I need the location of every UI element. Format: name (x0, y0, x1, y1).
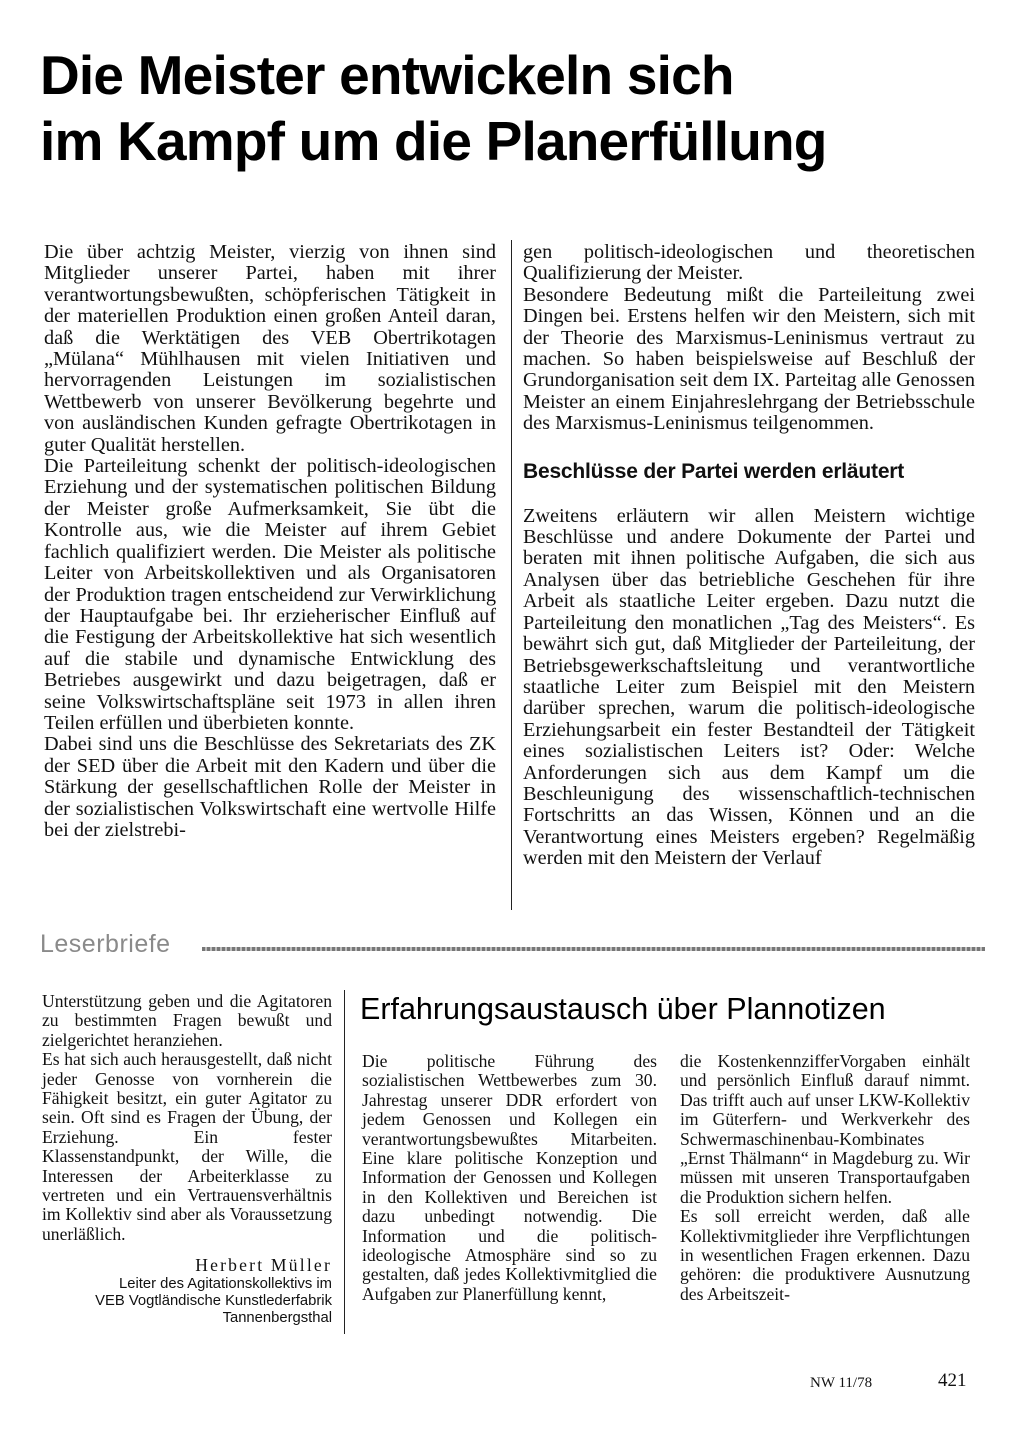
paragraph: Es soll erreicht werden, daß alle Kollektivmitglieder ihre Verpflichtungen in wesentlichen Fragen erkennen. Dazu gehören: die produktivere Ausnutzung des Arbeitszeit- (680, 1206, 970, 1304)
headline (40, 42, 940, 174)
column-divider (344, 990, 345, 1334)
main-article-left-column (44, 242, 496, 841)
second-article-title: Erfahrungsaustausch über Plannotizen (360, 992, 886, 1026)
author-role-line: Leiter des Agitationskollektivs im (118, 1276, 332, 1293)
paragraph: Zweitens erläutern wir allen Meistern wichtige Beschlüsse und andere Dokumente der Partei und beraten mit ihnen politische Aufgaben, die sich aus Analysen über das betriebliche Geschehen für ihre Arbeit als staatliche Leiter ergeben. Dazu nutzt die Parteileitung den monatlichen „Tag des Meisters“. Es bewährt sich gut, daß Mitglieder der Parteileitung, der Betriebsgewerkschaftsleitung und verantwortliche staatliche Leiter zum Beispiel mit den Meistern darüber sprechen, warum die politisch-ideologische Erziehungsarbeit ein fester Bestandteil der Tätigkeit eines sozialistischen Leiters ist? Oder: Welche Anforderungen sich aus dem Kampf um die Beschleunigung des wissenschaftlich-technischen Fortschritts an das Wissen, Können und an die Verantwortung eines Meisters ergeben? Regelmäßig werden mit den Meistern der Verlauf (523, 504, 975, 870)
paragraph: die KostenkennzifferVorgaben einhält und persönlich Einfluß darauf nimmt. Das trifft auch auf unser LKW-Kollektiv im Güterfern- und Werkverkehr des Schwermaschinenbau-Kombinates „Ernst Thälmann“ in Magdeburg zu. Wir müssen mit unseren Transportaufgaben die Produktion sichern helfen. (680, 1051, 970, 1207)
paragraph: Die politische Führung des sozialistischen Wettbewerbes zum 30. Jahrestag unserer DDR erfordert von jedem Genossen und Kollegen ein verantwortungsbewußtes Mitarbeiten. Eine klare politische Konzeption und Information der Genossen und Kollegen in den Kollektiven und Bereichen ist dazu unbedingt notwendig. Die Information und die politisch-ideologische Atmosphäre sind so zu gestalten, daß jedes Kollektivmitglied die Aufgaben zur Planerfüllung kennt, (362, 1051, 657, 1304)
section-bar (40, 930, 985, 964)
subheading: Beschlüsse der Partei werden erläutert (523, 459, 905, 483)
issue-label: NW 11/78 (810, 1375, 873, 1391)
reader-letter (42, 992, 332, 1327)
headline-line-2: im Kampf um die Planerfüllung (40, 110, 827, 172)
section-label: Leserbriefe (40, 930, 171, 958)
section-divider-line (202, 947, 985, 951)
headline-line-1: Die Meister entwickeln sich (40, 44, 734, 106)
paragraph: Dabei sind uns die Beschlüsse des Sekretariats des ZK der SED über die Arbeit mit den Kadern und über die Stärkung der gesellschaftlichen Rolle der Meister in der sozialistischen Volkswirtschaft eine wertvolle Hilfe bei der zielstrebi- (44, 733, 496, 841)
paragraph: Es hat sich auch herausgestellt, daß nicht jeder Genosse von vornherein die Fähigkeit besitzt, ein guter Agitator zu sein. Oft sind es Fragen der Übung, der Erziehung. Ein fester Klassenstandpunkt, der Wille, die Interessen der Arbeiterklasse zu vertreten und ein Vertrauensverhältnis im Kollektiv sind aber als Voraussetzung unerläßlich. (42, 1049, 332, 1244)
author-role-line: VEB Vogtländische Kunstlederfabrik (95, 1293, 332, 1310)
signature (42, 1254, 332, 1327)
second-article-column-1 (362, 1052, 657, 1304)
main-article-right-column (523, 242, 975, 870)
page-number: 421 (938, 1370, 967, 1391)
paragraph: gen politisch-ideologischen und theoretischen Qualifizierung der Meister. (523, 241, 975, 285)
paragraph: Die Parteileitung schenkt der politisch-ideologischen Erziehung und der systematischen politischen Bildung der Meister große Aufmerksamkeit, Sie übt die Kontrolle aus, wie die Meister auf ihrem Gebiet fachlich qualifiziert werden. Die Meister als politische Leiter von Arbeitskollektiven und als Organisatoren der Produktion tragen entscheidend zur Verwirklichung der Hauptaufgabe bei. Ihr erzieherischer Einfluß auf die Festigung der Arbeitskollektive hat sich wesentlich auf die stabile und dynamische Entwicklung des Betriebes ausgewirkt und dazu beigetragen, daß er seine Volkswirtschaftspläne seit 1973 in allen ihren Teilen erfüllen und überbieten konnte. (44, 455, 496, 734)
author-name: Herbert Müller (195, 1255, 332, 1276)
second-article-column-2 (680, 1052, 970, 1304)
paragraph: Besondere Bedeutung mißt die Parteileitung zwei Dingen bei. Erstens helfen wir den Meistern, sich mit der Theorie des Marxismus-Leninismus vertraut zu machen. So haben beispielsweise auf Beschluß der Grundorganisation seit dem IX. Parteitag alle Genossen Meister an einem Einjahreslehrgang der Betriebsschule des Marxismus-Leninismus teilgenommen. (523, 283, 975, 435)
author-role-line: Tannenbergsthal (222, 1310, 332, 1327)
paragraph: Unterstützung geben und die Agitatoren zu bestimmten Fragen bewußt und zielgerichtet heranziehen. (42, 991, 332, 1050)
paragraph: Die über achtzig Meister, vierzig von ihnen sind Mitglieder unserer Partei, haben mit ihrer verantwortungsbewußten, schöpferischen Tätigkeit in der materiellen Produktion einen großen Anteil daran, daß die Werktätigen des VEB Obertrikotagen „Mülana“ Mühlhausen mit vielen Initiativen und hervorragenden Leistungen im sozialistischen Wettbewerb von unserer Bevölkerung begehrte und von ausländischen Kunden gefragte Obertrikotagen in guter Qualität herstellen. (44, 241, 496, 456)
column-divider (511, 240, 512, 910)
